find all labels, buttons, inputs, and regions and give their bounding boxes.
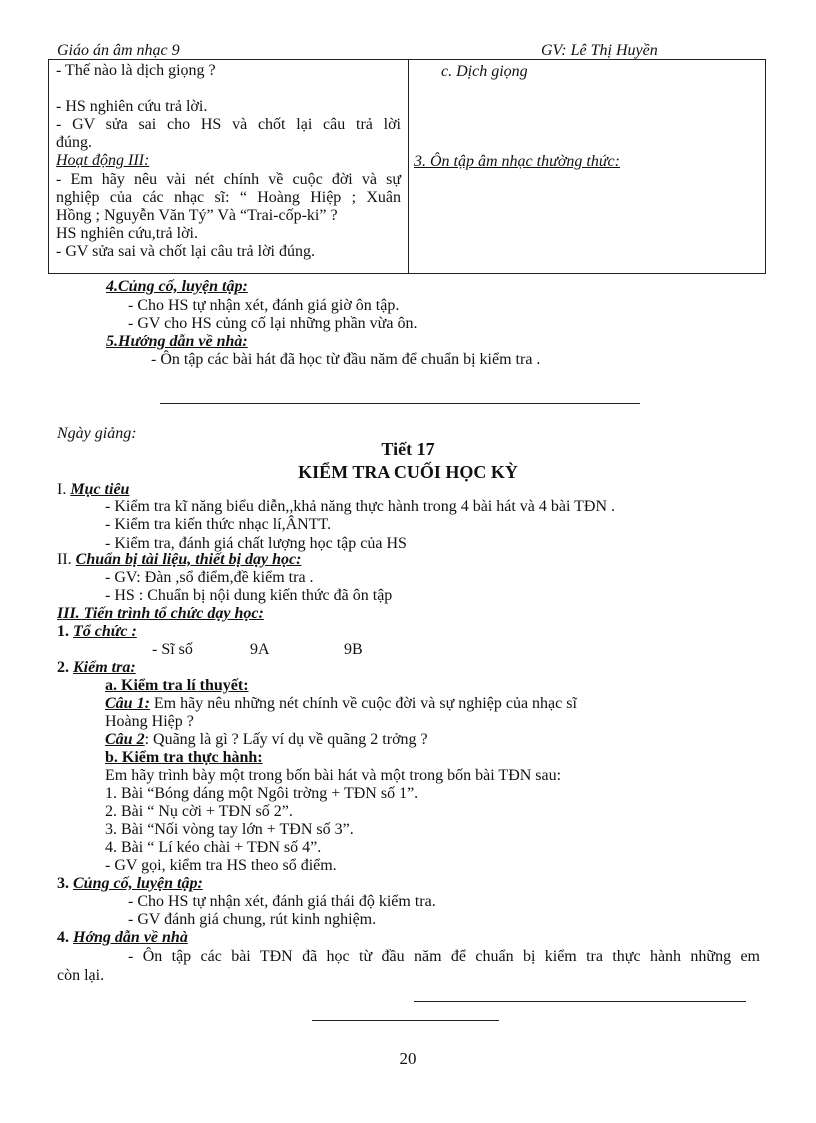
table-left-line: - GV sửa sai và chốt lại câu trả lời đúng. xyxy=(56,243,315,260)
objectives-heading xyxy=(57,481,129,499)
table-left-line: - GV sửa sai cho HS và chốt lại câu trả lời xyxy=(56,116,401,133)
objective-item: - Kiểm tra kĩ năng biểu diễn,,khả năng thực hành trong 4 bài hát và 4 bài TĐN . xyxy=(105,498,616,515)
preparation-number: II. xyxy=(57,551,76,568)
practice-item: 3. Bài “Nối vòng tay lớn + TĐN số 3”. xyxy=(105,821,354,838)
table-right-heading: 3. Ôn tập âm nhạc thường thức: xyxy=(414,153,620,170)
preparation-item: - HS : Chuẩn bị nội dung kiến thức đã ôn tập xyxy=(105,587,393,604)
organization-heading xyxy=(57,623,137,641)
attendance-label: - Sĩ số xyxy=(152,641,193,658)
table-left-line: - Thế nào là dịch giọng ? xyxy=(56,62,216,79)
objectives-title: Mục tiêu xyxy=(70,481,130,498)
objective-item: - Kiểm tra, đánh giá chất lượng học tập của HS xyxy=(105,535,407,552)
question-2-label: Câu 2 xyxy=(105,731,145,748)
test-title: Kiểm tra: xyxy=(73,659,136,676)
homework-guide-heading xyxy=(57,929,188,947)
class-9a: 9A xyxy=(250,641,270,658)
table-left-line: - HS nghiên cứu trả lời. xyxy=(56,98,208,115)
table-left-line: - Em hãy nêu vài nét chính về cuộc đời và sự xyxy=(56,171,401,188)
review-number: 3. xyxy=(57,875,73,892)
preparation-title: Chuẩn bị tài liệu, thiết bị dạy học: xyxy=(75,551,302,568)
question-1 xyxy=(105,695,577,713)
divider-line xyxy=(160,403,640,404)
table-left-line: đúng. xyxy=(56,134,92,151)
objectives-number: I. xyxy=(57,481,71,498)
theory-heading: a. Kiểm tra lí thuyết: xyxy=(105,677,249,694)
procedure-heading: III. Tiến trình tổ chức dạy học: xyxy=(57,605,264,622)
header-left: Giáo án âm nhạc 9 xyxy=(57,42,180,59)
practice-item: 2. Bài “ Nụ cời + TĐN số 2”. xyxy=(105,803,293,820)
review-title: Củng cố, luyện tập: xyxy=(73,875,203,892)
homework-heading: 5.Hướng dẫn về nhà: xyxy=(106,333,248,350)
test-number: 2. xyxy=(57,659,73,676)
page-number: 20 xyxy=(399,1049,417,1068)
consolidation-item: - GV cho HS củng cố lại những phần vừa ôn. xyxy=(128,315,418,332)
table-left-line: Hồng ; Nguyễn Văn Tý” Và “Trai-cốp-ki” ? xyxy=(56,207,338,224)
practice-item: 1. Bài “Bóng dáng một Ngôi trờng + TĐN số 1”. xyxy=(105,785,419,802)
question-1-label: Câu 1: xyxy=(105,695,150,712)
table-right-line: c. Dịch giọng xyxy=(441,63,528,80)
preparation-item: - GV: Đàn ,sổ điểm,đề kiểm tra . xyxy=(105,569,314,586)
objective-item: - Kiểm tra kiến thức nhạc lí,ÂNTT. xyxy=(105,516,332,533)
practice-item: 4. Bài “ Lí kéo chài + TĐN số 4”. xyxy=(105,839,322,856)
homework-guide-line: còn lại. xyxy=(57,967,105,984)
class-9b: 9B xyxy=(344,641,363,658)
practice-intro: Em hãy trình bày một trong bốn bài hát và một trong bốn bài TĐN sau: xyxy=(105,767,562,784)
homework-item: - Ôn tập các bài hát đã học từ đầu năm để chuẩn bị kiểm tra . xyxy=(151,351,541,368)
consolidation-item: - Cho HS tự nhận xét, đánh giá giờ ôn tập. xyxy=(128,297,400,314)
table-left-line: nghiệp của các nhạc sĩ: “ Hoàng Hiệp ; Xuân xyxy=(56,189,401,206)
question-1-continued: Hoàng Hiệp ? xyxy=(105,713,194,730)
question-2-text: : Quãng là gì ? Lấy ví dụ về quãng 2 trởng ? xyxy=(144,731,428,748)
practice-heading: b. Kiểm tra thực hành: xyxy=(105,749,263,766)
table-divider xyxy=(408,59,409,274)
consolidation-heading: 4.Củng cố, luyện tập: xyxy=(106,278,248,295)
question-2 xyxy=(105,731,428,749)
signature-line xyxy=(414,1001,746,1002)
lesson-number: Tiết 17 xyxy=(381,439,435,459)
organization-title: Tổ chức : xyxy=(73,623,137,640)
test-heading xyxy=(57,659,136,677)
review-item: - GV đánh giá chung, rút kinh nghiệm. xyxy=(128,911,377,928)
table-left-line: HS nghiên cứu,trả lời. xyxy=(56,225,198,242)
end-line xyxy=(312,1020,499,1021)
teaching-date-label: Ngày giảng: xyxy=(57,425,137,442)
organization-number: 1. xyxy=(57,623,73,640)
review-heading xyxy=(57,875,203,893)
teacher-check-note: - GV gọi, kiểm tra HS theo sổ điểm. xyxy=(105,857,337,874)
preparation-heading xyxy=(57,551,301,569)
lesson-title: KIỂM TRA CUỐI HỌC KỲ xyxy=(298,462,518,482)
header-right: GV: Lê Thị Huyền xyxy=(541,42,658,59)
homework-guide-title: Hớng dẫn về nhà xyxy=(73,929,188,946)
review-item: - Cho HS tự nhận xét, đánh giá thái độ kiểm tra. xyxy=(128,893,436,910)
homework-guide-number: 4. xyxy=(57,929,73,946)
homework-guide-line: - Ôn tập các bài TĐN đã học từ đầu năm để chuẩn bị kiểm tra thực hành những em xyxy=(128,948,760,965)
question-1-text: Em hãy nêu những nét chính về cuộc đời và sự nghiệp của nhạc sĩ xyxy=(149,695,577,712)
activity-heading: Hoạt động III: xyxy=(56,152,150,169)
